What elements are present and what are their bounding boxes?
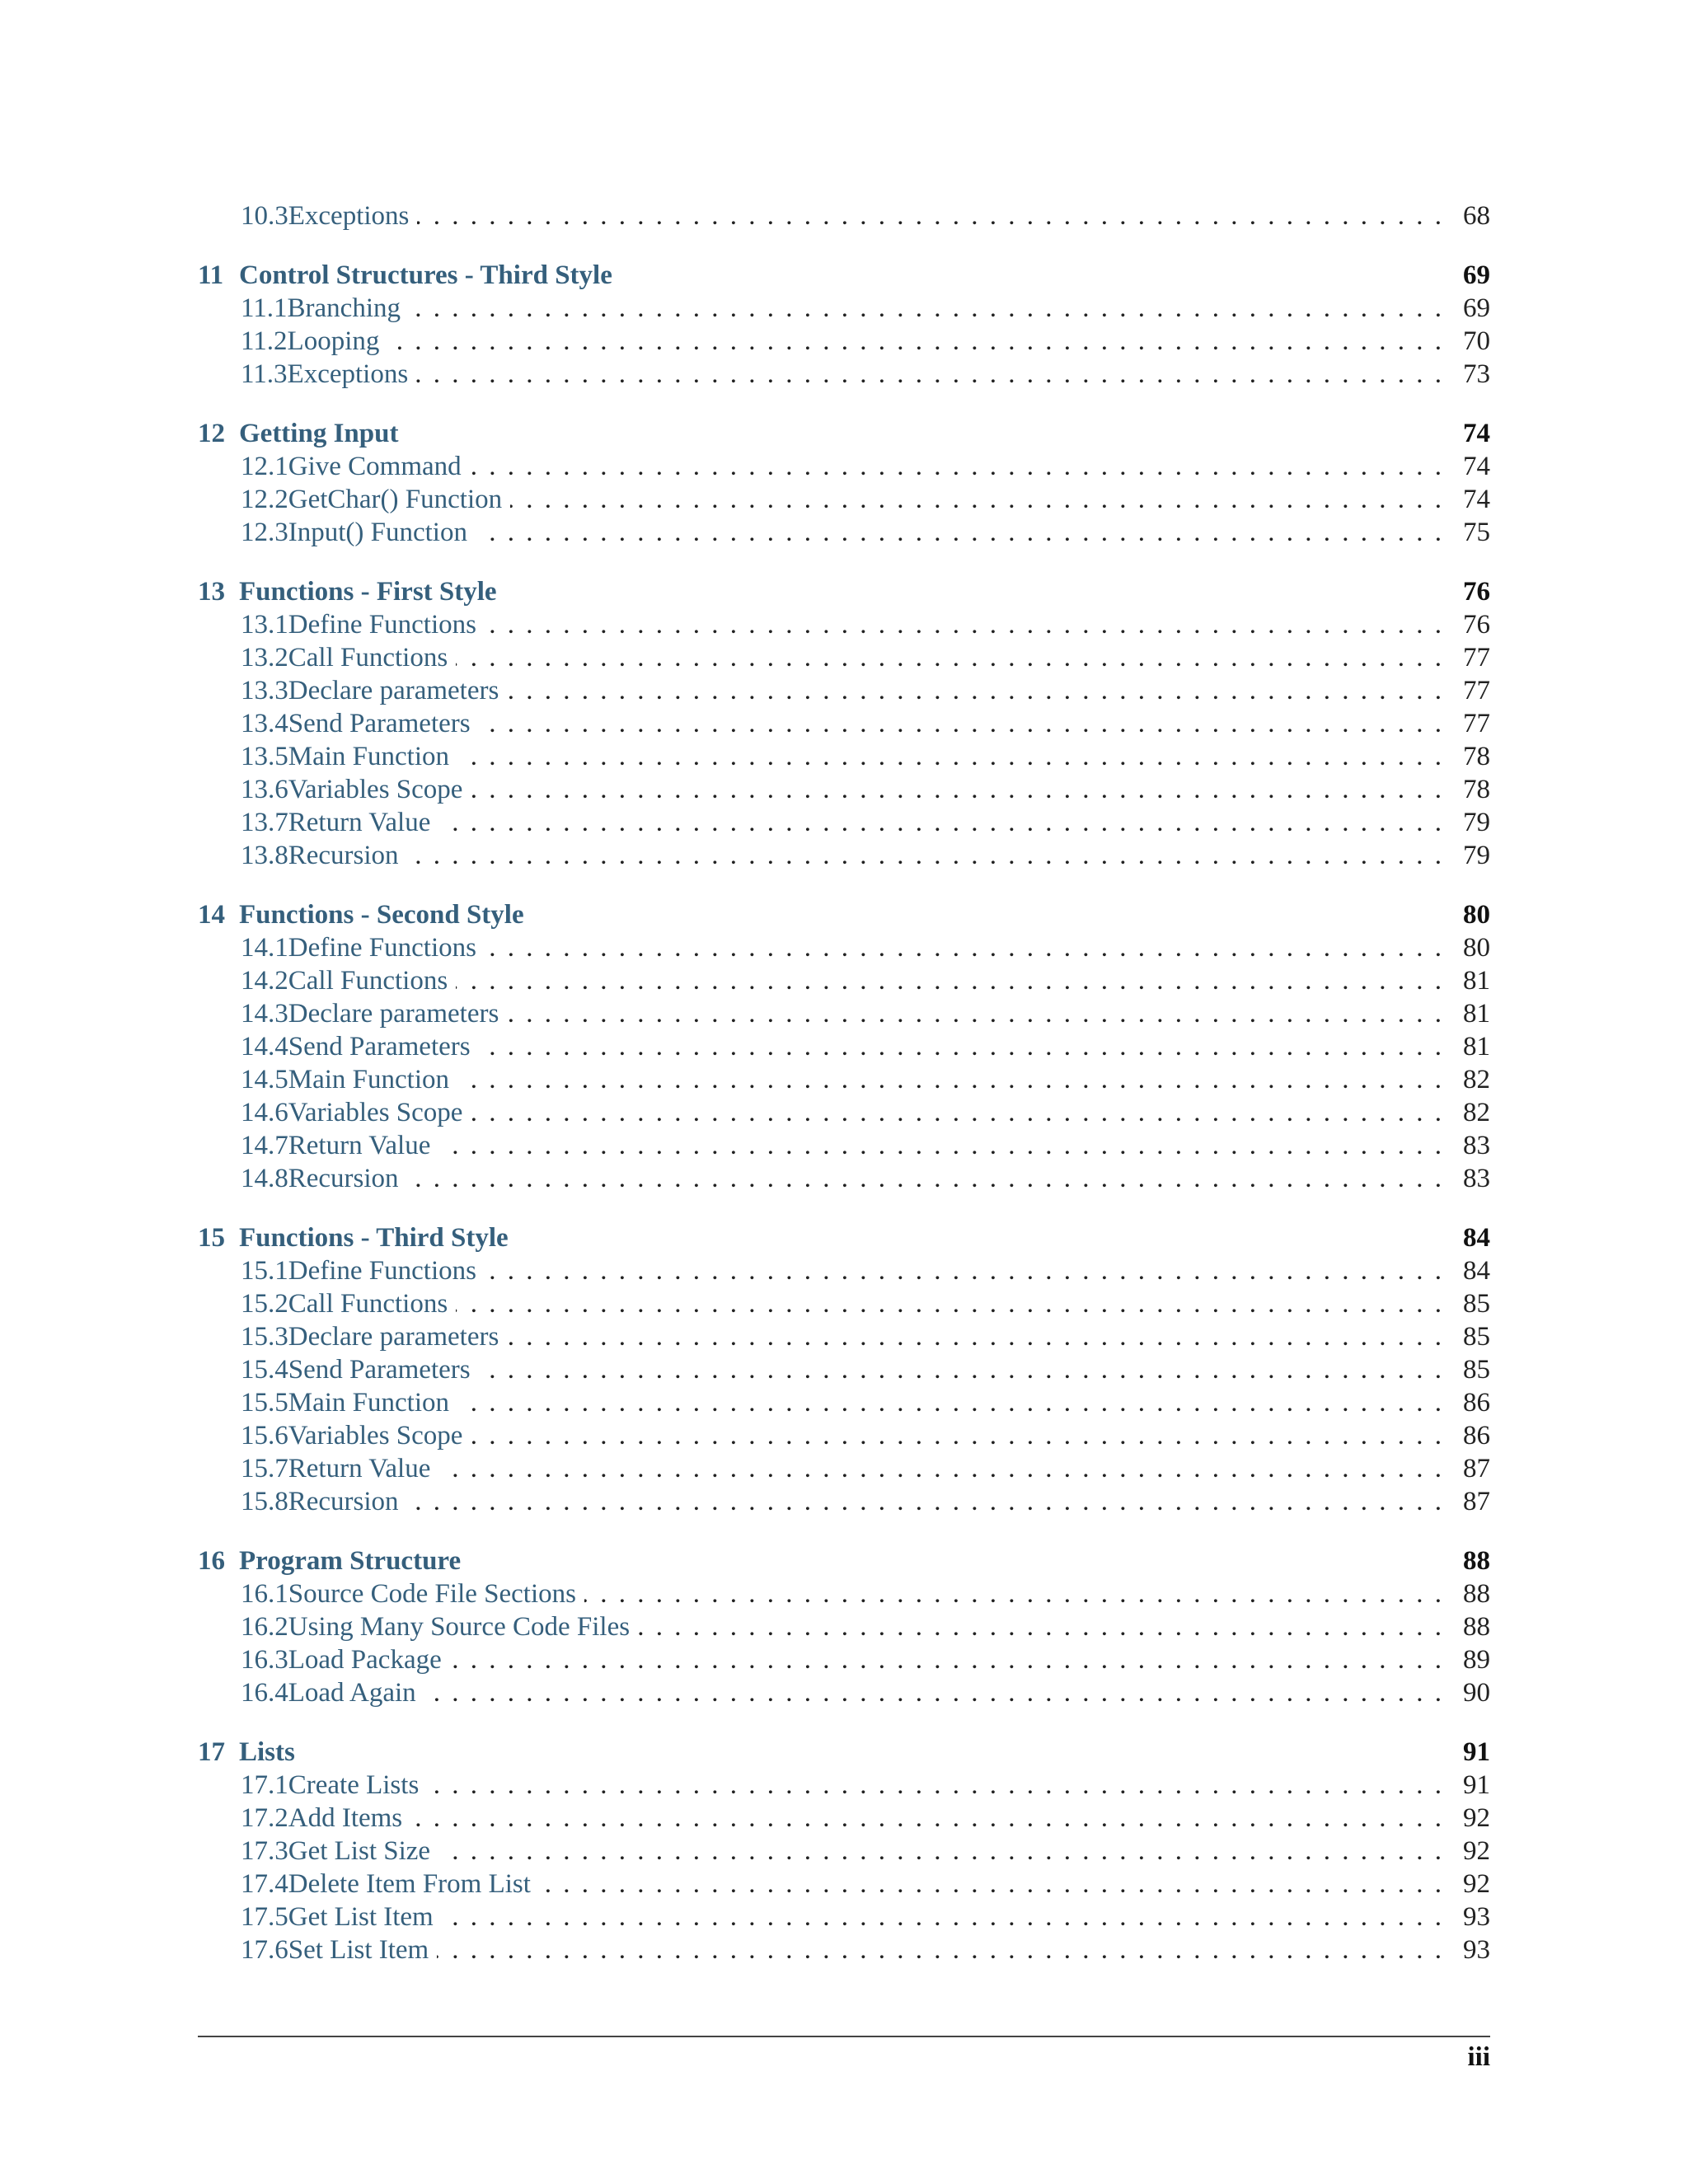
toc-entry-title-link[interactable]: Call Functions bbox=[288, 966, 448, 996]
toc-section-row[interactable] bbox=[198, 964, 1490, 997]
toc-entry-title-link[interactable]: Create Lists bbox=[288, 1770, 420, 1800]
dot-leader bbox=[407, 1485, 1442, 1518]
toc-section-row[interactable] bbox=[198, 608, 1490, 641]
toc-entry-number[interactable]: 13 bbox=[198, 577, 225, 607]
toc-entry-title-link[interactable]: Recursion bbox=[288, 841, 399, 870]
dot-leader bbox=[450, 1643, 1442, 1676]
toc-entry-number[interactable]: 15.1 bbox=[241, 1256, 288, 1286]
toc-entry-title-link[interactable]: Return Value bbox=[288, 1131, 431, 1160]
toc-entry-page-number: 91 bbox=[1463, 1770, 1490, 1800]
dot-leader bbox=[476, 516, 1442, 549]
dot-leader bbox=[438, 806, 1442, 839]
toc-entry-number[interactable]: 15.6 bbox=[241, 1421, 288, 1451]
toc-entry-title-link[interactable]: Exceptions bbox=[288, 201, 410, 231]
dot-leader bbox=[456, 964, 1442, 997]
toc-entry-page-number: 88 bbox=[1463, 1579, 1490, 1609]
toc-chapter-row[interactable] bbox=[198, 898, 1490, 931]
footer-page-number: iii bbox=[1467, 2042, 1490, 2072]
dot-leader bbox=[456, 641, 1442, 674]
toc-entry-title-link[interactable]: Set List Item bbox=[288, 1935, 429, 1965]
toc-entry-number[interactable]: 13.5 bbox=[241, 742, 288, 771]
dot-leader bbox=[479, 707, 1442, 740]
dot-leader bbox=[407, 839, 1442, 872]
toc-entry-page-number: 84 bbox=[1463, 1223, 1490, 1253]
toc-entry-page-number: 79 bbox=[1463, 808, 1490, 837]
toc-entry-page-number: 86 bbox=[1463, 1388, 1490, 1418]
dot-leader bbox=[471, 773, 1442, 806]
toc-entry-page-number: 90 bbox=[1463, 1678, 1490, 1708]
toc-section-row[interactable] bbox=[198, 1129, 1490, 1162]
dot-leader bbox=[456, 1287, 1442, 1320]
toc-section-row[interactable] bbox=[198, 1577, 1490, 1610]
toc-chapter-row[interactable] bbox=[198, 575, 1490, 608]
toc-entry-page-number: 85 bbox=[1463, 1322, 1490, 1352]
toc-entry-title-link[interactable]: Branching bbox=[287, 293, 401, 323]
toc-entry-title-link[interactable]: GetChar() Function bbox=[288, 485, 503, 514]
dot-leader bbox=[457, 1063, 1442, 1096]
toc-entry-number[interactable]: 14.1 bbox=[241, 933, 288, 963]
toc-entry-title-link[interactable]: Looping bbox=[287, 326, 380, 356]
toc-entry-title-link[interactable]: Get List Item bbox=[288, 1902, 434, 1932]
dot-leader bbox=[584, 1577, 1442, 1610]
toc-section-row[interactable] bbox=[198, 1096, 1490, 1129]
toc-entry-title-link[interactable]: Using Many Source Code Files bbox=[288, 1612, 631, 1642]
toc-section-row[interactable] bbox=[198, 450, 1490, 483]
toc-entry-number[interactable]: 11.3 bbox=[241, 359, 288, 389]
toc-entry-number[interactable]: 15 bbox=[198, 1223, 225, 1253]
toc-section-row[interactable] bbox=[198, 483, 1490, 516]
toc-section-row[interactable] bbox=[198, 1162, 1490, 1195]
toc-section-row[interactable] bbox=[198, 740, 1490, 773]
toc-section-row[interactable] bbox=[198, 199, 1490, 232]
toc-entry-number[interactable]: 17.3 bbox=[241, 1836, 288, 1866]
toc-entry-title-link[interactable]: Program Structure bbox=[239, 1546, 462, 1576]
dot-leader bbox=[479, 1353, 1442, 1386]
toc-entry-page-number: 78 bbox=[1463, 775, 1490, 804]
toc-entry-title-link[interactable]: Exceptions bbox=[287, 359, 409, 389]
dot-leader bbox=[438, 1835, 1442, 1868]
toc-entry-number[interactable]: 17.4 bbox=[241, 1869, 288, 1899]
toc-entry-page-number: 88 bbox=[1463, 1612, 1490, 1642]
toc-entry-number[interactable]: 11.2 bbox=[241, 326, 288, 356]
toc-entry-title-link[interactable]: Variables Scope bbox=[288, 1421, 463, 1451]
toc-entry-page-number: 78 bbox=[1463, 742, 1490, 771]
toc-entry-title-link[interactable]: Declare parameters bbox=[288, 999, 499, 1029]
toc-entry-number[interactable]: 15.7 bbox=[241, 1454, 288, 1483]
toc-entry-number[interactable]: 12 bbox=[198, 419, 225, 448]
toc-entry-number[interactable]: 13.6 bbox=[241, 775, 288, 804]
toc-entry-title-link[interactable]: Recursion bbox=[288, 1164, 399, 1193]
toc-entry-page-number: 76 bbox=[1463, 610, 1490, 640]
toc-entry-title-link[interactable]: Functions - Third Style bbox=[239, 1223, 509, 1253]
dot-leader bbox=[438, 1452, 1442, 1485]
toc-entry-page-number: 77 bbox=[1463, 643, 1490, 673]
toc-section-row[interactable] bbox=[198, 1835, 1490, 1868]
toc-entry-number[interactable]: 13.1 bbox=[241, 610, 288, 640]
toc-entry-title-link[interactable]: Define Functions bbox=[288, 933, 476, 963]
toc-entry-number[interactable]: 17.1 bbox=[241, 1770, 288, 1800]
toc-section-row[interactable] bbox=[198, 641, 1490, 674]
toc-entry-page-number: 84 bbox=[1463, 1256, 1490, 1286]
toc-chapter-row[interactable] bbox=[198, 259, 1490, 292]
toc-section-row[interactable] bbox=[198, 1643, 1490, 1676]
toc-entry-title-link[interactable]: Send Parameters bbox=[288, 709, 471, 738]
toc-entry-page-number: 92 bbox=[1463, 1803, 1490, 1833]
dot-leader bbox=[471, 1096, 1442, 1129]
toc-entry-page-number: 85 bbox=[1463, 1289, 1490, 1319]
toc-section-row[interactable] bbox=[198, 1063, 1490, 1096]
toc-section-row[interactable] bbox=[198, 1287, 1490, 1320]
toc-section-row[interactable] bbox=[198, 839, 1490, 872]
toc-section-row[interactable] bbox=[198, 1868, 1490, 1900]
toc-entry-page-number: 82 bbox=[1463, 1065, 1490, 1094]
toc-entry-number[interactable]: 17 bbox=[198, 1737, 225, 1767]
toc-entry-page-number: 74 bbox=[1463, 452, 1490, 481]
toc-section-row[interactable] bbox=[198, 1353, 1490, 1386]
toc-chapter-row[interactable] bbox=[198, 1221, 1490, 1254]
toc-entry-page-number: 80 bbox=[1463, 933, 1490, 963]
toc-section-row[interactable] bbox=[198, 1419, 1490, 1452]
toc-entry-number[interactable]: 17.6 bbox=[241, 1935, 288, 1965]
dot-leader bbox=[424, 1676, 1442, 1709]
toc-entry-page-number: 87 bbox=[1463, 1454, 1490, 1483]
toc-entry-page-number: 74 bbox=[1463, 485, 1490, 514]
dot-leader bbox=[470, 450, 1442, 483]
toc-entry-title-link[interactable]: Recursion bbox=[288, 1487, 399, 1516]
toc-entry-title-link[interactable]: Send Parameters bbox=[288, 1032, 471, 1062]
dot-leader bbox=[457, 740, 1442, 773]
dot-leader bbox=[442, 1900, 1442, 1933]
toc-entry-number[interactable]: 13.8 bbox=[241, 841, 288, 870]
toc-chapter-row[interactable] bbox=[198, 1736, 1490, 1769]
toc-entry-number[interactable]: 15.2 bbox=[241, 1289, 288, 1319]
dot-leader bbox=[416, 358, 1442, 391]
toc-entry-title-link[interactable]: Declare parameters bbox=[288, 1322, 499, 1352]
toc-entry-number[interactable]: 11 bbox=[198, 260, 224, 290]
toc-entry-number[interactable]: 14.6 bbox=[241, 1098, 288, 1127]
toc-section-row[interactable] bbox=[198, 1320, 1490, 1353]
toc-entry-number[interactable]: 15.5 bbox=[241, 1388, 288, 1418]
dot-leader bbox=[427, 1769, 1442, 1802]
toc-entry-number[interactable]: 14.7 bbox=[241, 1131, 288, 1160]
toc-entry-number[interactable]: 13.2 bbox=[241, 643, 288, 673]
toc-entry-number[interactable]: 13.4 bbox=[241, 709, 288, 738]
toc-entry-page-number: 89 bbox=[1463, 1645, 1490, 1675]
toc-entry-title-link[interactable]: Functions - Second Style bbox=[239, 900, 524, 930]
toc-section-row[interactable] bbox=[198, 292, 1490, 325]
toc-entry-page-number: 70 bbox=[1463, 326, 1490, 356]
dot-leader bbox=[485, 931, 1442, 964]
toc-entry-title-link[interactable]: Define Functions bbox=[288, 1256, 476, 1286]
toc-entry-title-link[interactable]: Send Parameters bbox=[288, 1355, 471, 1385]
toc-entry-title-link[interactable]: Add Items bbox=[288, 1803, 403, 1833]
toc-entry-title-link[interactable]: Main Function bbox=[288, 1388, 449, 1418]
toc-section-row[interactable] bbox=[198, 1802, 1490, 1835]
toc-entry-page-number: 83 bbox=[1463, 1131, 1490, 1160]
toc-entry-number[interactable]: 12.3 bbox=[241, 518, 288, 547]
dot-leader bbox=[638, 1610, 1442, 1643]
toc-section-row[interactable] bbox=[198, 325, 1490, 358]
toc-entry-page-number: 79 bbox=[1463, 841, 1490, 870]
toc-section-row[interactable] bbox=[198, 1254, 1490, 1287]
toc-section-row[interactable] bbox=[198, 1452, 1490, 1485]
toc-entry-number[interactable]: 13.3 bbox=[241, 676, 288, 705]
toc-entry-page-number: 87 bbox=[1463, 1487, 1490, 1516]
toc-entry-number[interactable]: 17.2 bbox=[241, 1803, 288, 1833]
toc-section-row[interactable] bbox=[198, 931, 1490, 964]
toc-entry-number[interactable]: 17.5 bbox=[241, 1902, 288, 1932]
toc-section-row[interactable] bbox=[198, 516, 1490, 549]
toc-section-row[interactable] bbox=[198, 773, 1490, 806]
toc-section-row[interactable] bbox=[198, 1030, 1490, 1063]
toc-entry-title-link[interactable]: Call Functions bbox=[288, 1289, 448, 1319]
toc-entry-number[interactable]: 16.3 bbox=[241, 1645, 288, 1675]
toc-entry-title-link[interactable]: Main Function bbox=[288, 742, 449, 771]
toc-entry-page-number: 81 bbox=[1463, 966, 1490, 996]
toc-section-row[interactable] bbox=[198, 1386, 1490, 1419]
dot-leader bbox=[510, 483, 1442, 516]
toc-entry-title-link[interactable]: Variables Scope bbox=[288, 1098, 463, 1127]
toc-entry-title-link[interactable]: Getting Input bbox=[239, 419, 399, 448]
toc-section-row[interactable] bbox=[198, 1610, 1490, 1643]
toc-section-row[interactable] bbox=[198, 1485, 1490, 1518]
toc-entry-page-number: 73 bbox=[1463, 359, 1490, 389]
toc-entry-page-number: 88 bbox=[1463, 1546, 1490, 1576]
dot-leader bbox=[437, 1933, 1442, 1966]
dot-leader bbox=[485, 608, 1442, 641]
toc-chapter-row[interactable] bbox=[198, 417, 1490, 450]
toc-entry-page-number: 92 bbox=[1463, 1869, 1490, 1899]
toc-entry-title-link[interactable]: Delete Item From List bbox=[288, 1869, 531, 1899]
toc-entry-number[interactable]: 14 bbox=[198, 900, 225, 930]
toc-chapter-row[interactable] bbox=[198, 1544, 1490, 1577]
toc-entry-number[interactable]: 15.8 bbox=[241, 1487, 288, 1516]
toc-entry-number[interactable]: 14.2 bbox=[241, 966, 288, 996]
dot-leader bbox=[387, 325, 1442, 358]
toc-entry-number[interactable]: 16.1 bbox=[241, 1579, 288, 1609]
toc-entry-title-link[interactable]: Control Structures - Third Style bbox=[239, 260, 612, 290]
toc-entry-title-link[interactable]: Give Command bbox=[288, 452, 462, 481]
toc-entry-number[interactable]: 13.7 bbox=[241, 808, 288, 837]
dot-leader bbox=[457, 1386, 1442, 1419]
dot-leader bbox=[507, 997, 1442, 1030]
toc-section-row[interactable] bbox=[198, 1900, 1490, 1933]
dot-leader bbox=[485, 1254, 1442, 1287]
toc-entry-title-link[interactable]: Return Value bbox=[288, 1454, 431, 1483]
toc-entry-page-number: 86 bbox=[1463, 1421, 1490, 1451]
toc-entry-page-number: 69 bbox=[1463, 260, 1490, 290]
toc-entry-page-number: 81 bbox=[1463, 1032, 1490, 1062]
dot-leader bbox=[507, 1320, 1442, 1353]
toc-section-row[interactable] bbox=[198, 707, 1490, 740]
toc-entry-number[interactable]: 14.4 bbox=[241, 1032, 288, 1062]
toc-entry-page-number: 85 bbox=[1463, 1355, 1490, 1385]
toc-entry-title-link[interactable]: Return Value bbox=[288, 808, 431, 837]
toc-section-row[interactable] bbox=[198, 1676, 1490, 1709]
toc-entry-title-link[interactable]: Load Package bbox=[288, 1645, 442, 1675]
toc-entry-page-number: 93 bbox=[1463, 1902, 1490, 1932]
toc-entry-page-number: 77 bbox=[1463, 676, 1490, 705]
toc-section-row[interactable] bbox=[198, 806, 1490, 839]
toc-entry-title-link[interactable]: Lists bbox=[239, 1737, 295, 1767]
toc-entry-number[interactable]: 16.2 bbox=[241, 1612, 288, 1642]
toc-entry-number[interactable]: 16 bbox=[198, 1546, 225, 1576]
dot-leader bbox=[438, 1129, 1442, 1162]
dot-leader bbox=[479, 1030, 1442, 1063]
toc-entry-page-number: 81 bbox=[1463, 999, 1490, 1029]
dot-leader bbox=[407, 1162, 1442, 1195]
toc-entry-title-link[interactable]: Functions - First Style bbox=[239, 577, 497, 607]
toc-entry-page-number: 69 bbox=[1463, 293, 1490, 323]
toc-entry-number[interactable]: 14.5 bbox=[241, 1065, 288, 1094]
table-of-contents bbox=[198, 199, 1490, 1966]
dot-leader bbox=[409, 292, 1442, 325]
toc-entry-title-link[interactable]: Declare parameters bbox=[288, 676, 499, 705]
toc-entry-page-number: 68 bbox=[1463, 201, 1490, 231]
toc-entry-title-link[interactable]: Load Again bbox=[288, 1678, 416, 1708]
toc-entry-page-number: 91 bbox=[1463, 1737, 1490, 1767]
dot-leader bbox=[410, 1802, 1442, 1835]
dot-leader bbox=[539, 1868, 1442, 1900]
toc-entry-title-link[interactable]: Main Function bbox=[288, 1065, 449, 1094]
toc-entry-page-number: 92 bbox=[1463, 1836, 1490, 1866]
toc-section-row[interactable] bbox=[198, 997, 1490, 1030]
toc-section-row[interactable] bbox=[198, 358, 1490, 391]
toc-entry-number[interactable]: 14.3 bbox=[241, 999, 288, 1029]
toc-entry-number[interactable]: 11.1 bbox=[241, 293, 288, 323]
toc-entry-page-number: 75 bbox=[1463, 518, 1490, 547]
toc-entry-title-link[interactable]: Source Code File Sections bbox=[288, 1579, 576, 1609]
toc-entry-number[interactable]: 15.4 bbox=[241, 1355, 288, 1385]
toc-section-row[interactable] bbox=[198, 674, 1490, 707]
footer-rule bbox=[198, 2036, 1490, 2037]
toc-entry-number[interactable]: 12.2 bbox=[241, 485, 288, 514]
toc-entry-page-number: 83 bbox=[1463, 1164, 1490, 1193]
toc-entry-page-number: 77 bbox=[1463, 709, 1490, 738]
toc-entry-number[interactable]: 12.1 bbox=[241, 452, 288, 481]
dot-leader bbox=[417, 199, 1442, 232]
toc-entry-page-number: 93 bbox=[1463, 1935, 1490, 1965]
toc-section-row[interactable] bbox=[198, 1933, 1490, 1966]
toc-entry-number[interactable]: 16.4 bbox=[241, 1678, 288, 1708]
toc-entry-title-link[interactable]: Input() Function bbox=[288, 518, 467, 547]
toc-entry-page-number: 76 bbox=[1463, 577, 1490, 607]
toc-entry-page-number: 82 bbox=[1463, 1098, 1490, 1127]
dot-leader bbox=[507, 674, 1442, 707]
toc-entry-title-link[interactable]: Define Functions bbox=[288, 610, 476, 640]
toc-section-row[interactable] bbox=[198, 1769, 1490, 1802]
toc-entry-number[interactable]: 14.8 bbox=[241, 1164, 288, 1193]
toc-entry-page-number: 80 bbox=[1463, 900, 1490, 930]
toc-entry-number[interactable]: 15.3 bbox=[241, 1322, 288, 1352]
toc-entry-title-link[interactable]: Call Functions bbox=[288, 643, 448, 673]
toc-entry-page-number: 74 bbox=[1463, 419, 1490, 448]
toc-entry-number[interactable]: 10.3 bbox=[241, 201, 288, 231]
toc-entry-title-link[interactable]: Variables Scope bbox=[288, 775, 463, 804]
dot-leader bbox=[471, 1419, 1442, 1452]
toc-entry-title-link[interactable]: Get List Size bbox=[288, 1836, 431, 1866]
